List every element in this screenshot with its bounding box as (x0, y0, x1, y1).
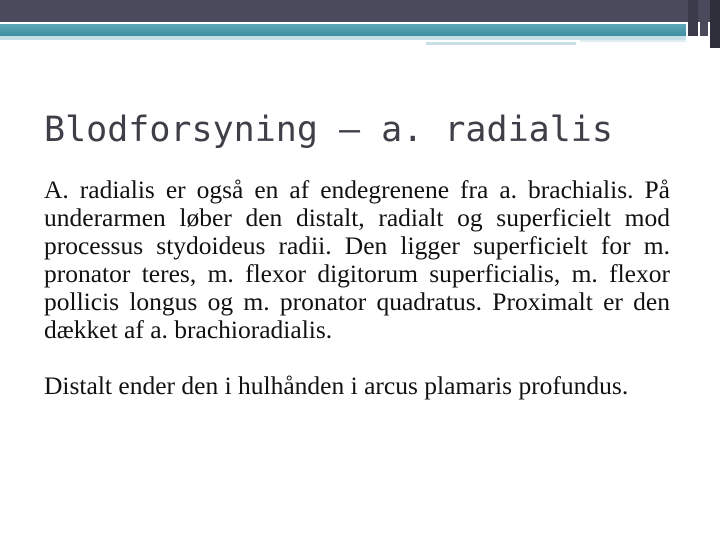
slide-title: Blodforsyning – a. radialis (44, 110, 613, 150)
header-decoration-block (688, 0, 698, 36)
body-paragraph: Distalt ender den i hulhånden i arcus plamaris profundus. (44, 371, 629, 400)
slide-body (44, 176, 670, 428)
body-paragraph: A. radialis er også en af endegrenene fra a. brachialis. På underarmen løber den distalt, radialt og superficielt mod processus stydoideus radii. Den ligger superficielt for m. pronator teres, m. flexor digitorum superficialis, m. flexor pollicis longus og m. pronator quadratus. Proximalt er den dækket af a. brachioradialis. (44, 175, 670, 344)
header-decoration-block (710, 0, 720, 48)
accent-stripe (0, 24, 686, 36)
header-decoration-block (700, 0, 708, 36)
accent-stripe-short (426, 42, 576, 45)
header-band (0, 0, 720, 22)
accent-stripe-short (580, 40, 686, 42)
